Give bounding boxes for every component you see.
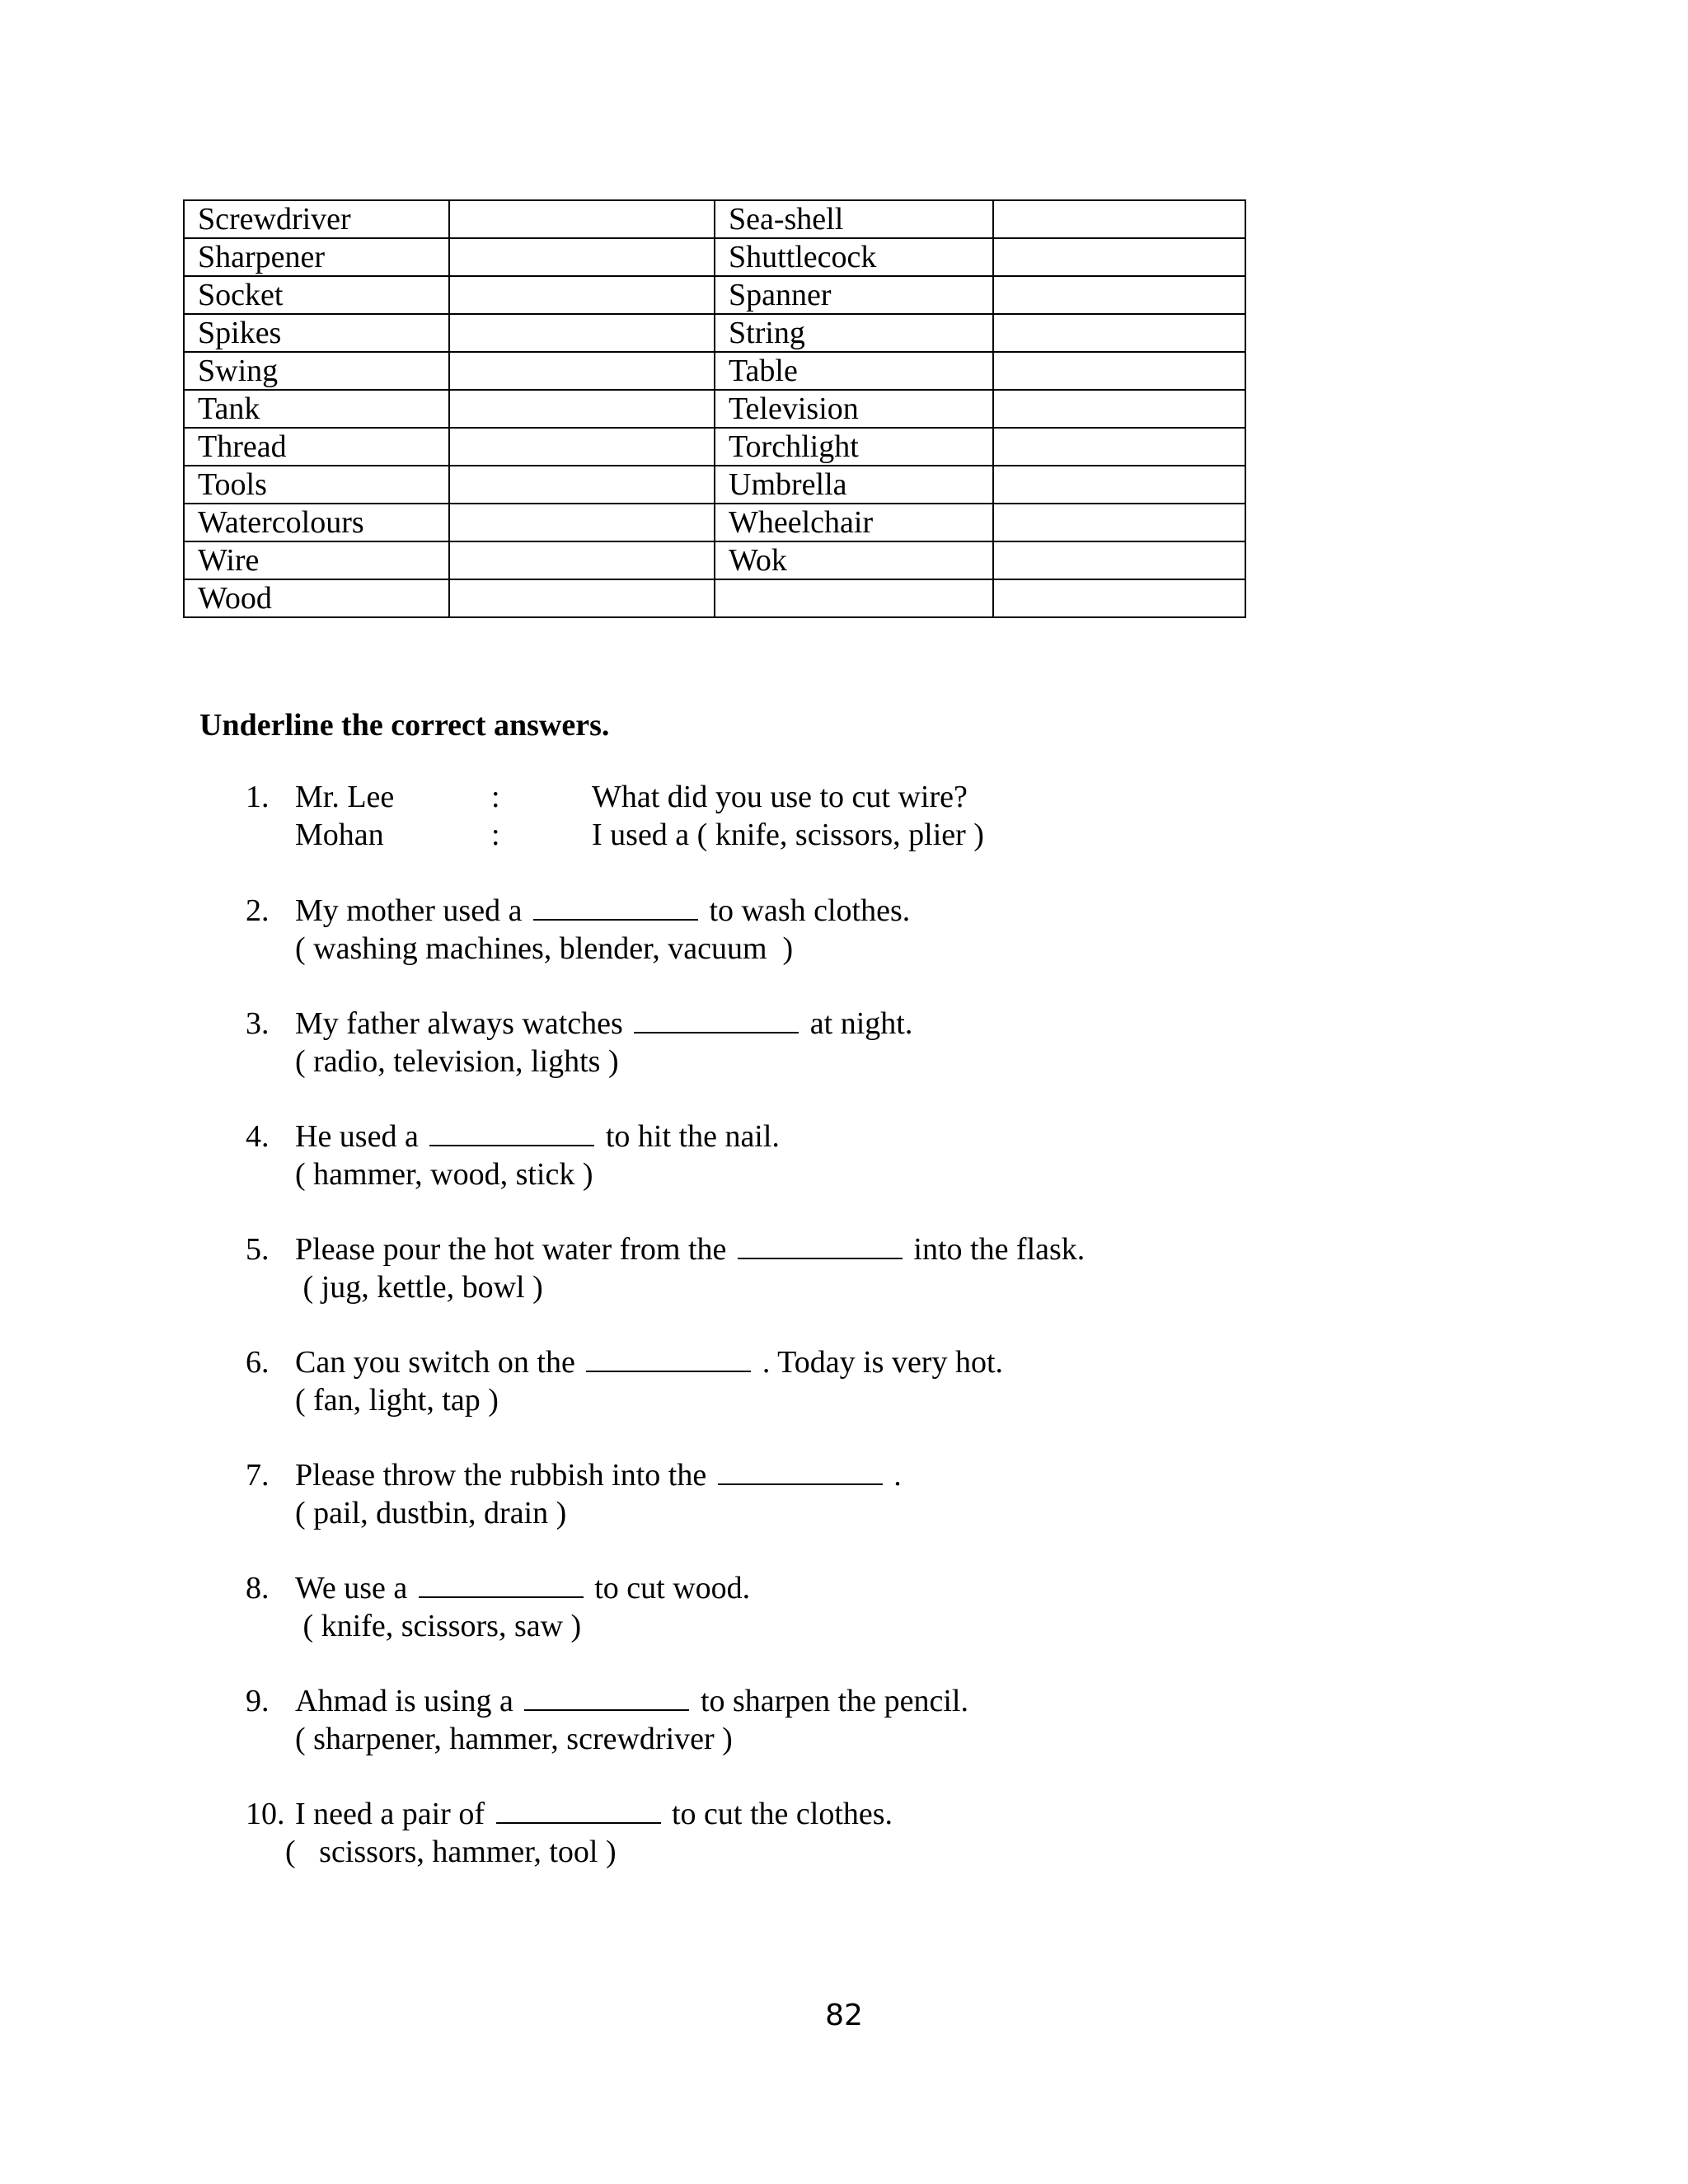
answer-cell [449, 200, 715, 238]
question-5 [246, 1230, 1400, 1313]
question-sentence [295, 892, 910, 930]
word-cell: Watercolours [184, 504, 449, 541]
question-number: 5. [246, 1232, 270, 1267]
sentence-start: Please throw the rubbish into the [295, 1458, 707, 1493]
sentence-end: . [893, 1458, 902, 1493]
table-row [184, 390, 1245, 428]
sentence-end: to cut wood. [594, 1571, 751, 1605]
question-number: 3. [246, 1006, 270, 1041]
answer-cell [449, 238, 715, 276]
word-cell: Sea-shell [715, 200, 993, 238]
answer-blank [533, 894, 698, 921]
question-sentence [295, 1682, 968, 1720]
question-sentence [295, 1456, 902, 1494]
answer-options: ( hammer, wood, stick ) [295, 1157, 593, 1192]
answer-options: ( radio, television, lights ) [295, 1044, 619, 1079]
answer-blank [718, 1459, 883, 1485]
word-cell: Wok [715, 541, 993, 579]
answer-blank [586, 1346, 751, 1372]
answer-blank [524, 1685, 689, 1711]
sentence-start: My father always watches [295, 1006, 623, 1041]
table-row [184, 428, 1245, 466]
answer-options: ( washing machines, blender, vacuum ) [295, 931, 794, 966]
question-4 [246, 1118, 1400, 1200]
sentence-start: My mother used a [295, 893, 523, 928]
answer-cell [993, 504, 1245, 541]
question-sentence [295, 1343, 1003, 1381]
table-row [184, 504, 1245, 541]
question-sentence [295, 1795, 893, 1833]
answer-options: ( sharpener, hammer, screwdriver ) [295, 1722, 733, 1756]
sentence-end: to sharpen the pencil. [700, 1684, 968, 1718]
answer-cell [993, 390, 1245, 428]
question-8 [246, 1569, 1400, 1652]
word-cell: Torchlight [715, 428, 993, 466]
colon: : [491, 818, 500, 852]
sentence-end: at night. [809, 1006, 913, 1041]
question-1 [246, 778, 1400, 860]
speaker-name: Mr. Lee [295, 780, 395, 814]
question-6 [246, 1343, 1400, 1426]
word-cell: Umbrella [715, 466, 993, 504]
answer-options: ( scissors, hammer, tool ) [285, 1835, 617, 1869]
sentence-end: into the flask. [913, 1232, 1085, 1267]
answer-cell [449, 428, 715, 466]
question-9 [246, 1682, 1400, 1765]
answer-options: ( fan, light, tap ) [295, 1383, 499, 1418]
table-row [184, 466, 1245, 504]
instruction-heading: Underline the correct answers. [199, 708, 610, 743]
sentence-start: Can you switch on the [295, 1345, 575, 1380]
answer-blank [496, 1797, 661, 1824]
speaker-name: Mohan [295, 818, 384, 852]
page-number: 82 [825, 1999, 863, 2032]
question-7 [246, 1456, 1400, 1539]
table-row [184, 541, 1245, 579]
answer-cell [993, 579, 1245, 617]
answer-options: ( jug, kettle, bowl ) [295, 1270, 543, 1305]
answer-blank [634, 1007, 799, 1033]
sentence-start: Ahmad is using a [295, 1684, 513, 1718]
answer-blank [419, 1572, 584, 1598]
question-number: 2. [246, 893, 270, 928]
question-number: 4. [246, 1119, 270, 1154]
question-2 [246, 892, 1400, 974]
table-row [184, 200, 1245, 238]
answer-cell [993, 352, 1245, 390]
sentence-end: to cut the clothes. [672, 1797, 893, 1831]
sentence-start: He used a [295, 1119, 419, 1154]
table-row [184, 276, 1245, 314]
answer-cell [449, 276, 715, 314]
word-cell: Tank [184, 390, 449, 428]
answer-cell [449, 314, 715, 352]
table-row [184, 314, 1245, 352]
word-cell: Socket [184, 276, 449, 314]
word-cell: Sharpener [184, 238, 449, 276]
word-cell: Shuttlecock [715, 238, 993, 276]
word-cell: Wire [184, 541, 449, 579]
sentence-start: I need a pair of [295, 1797, 485, 1831]
answer-cell [993, 466, 1245, 504]
question-number: 6. [246, 1345, 270, 1380]
question-sentence [295, 1005, 912, 1043]
question-number: 10. [246, 1797, 285, 1831]
answer-cell [993, 314, 1245, 352]
word-table [183, 199, 1246, 618]
question-number: 1. [246, 780, 270, 814]
question-sentence [295, 1230, 1085, 1268]
answer-cell [449, 504, 715, 541]
sentence-start: Please pour the hot water from the [295, 1232, 727, 1267]
answer-options: ( pail, dustbin, drain ) [295, 1496, 567, 1530]
word-cell: Wood [184, 579, 449, 617]
word-cell: Spanner [715, 276, 993, 314]
question-number: 9. [246, 1684, 270, 1718]
question-10 [246, 1795, 1400, 1877]
question-number: 7. [246, 1458, 270, 1493]
sentence-end: to wash clothes. [709, 893, 911, 928]
answer-blank [738, 1233, 903, 1259]
table-row [184, 238, 1245, 276]
word-cell: String [715, 314, 993, 352]
word-cell: Table [715, 352, 993, 390]
answer-cell [449, 541, 715, 579]
word-cell: Thread [184, 428, 449, 466]
answer-blank [429, 1120, 594, 1146]
answer-cell [993, 200, 1245, 238]
word-cell: Wheelchair [715, 504, 993, 541]
answer-cell [449, 390, 715, 428]
table-row [184, 579, 1245, 617]
sentence-start: We use a [295, 1571, 408, 1605]
word-cell: Tools [184, 466, 449, 504]
answer-cell [449, 352, 715, 390]
word-cell: Screwdriver [184, 200, 449, 238]
table-row [184, 352, 1245, 390]
question-number: 8. [246, 1571, 270, 1605]
sentence-end: . Today is very hot. [762, 1345, 1004, 1380]
word-cell: Television [715, 390, 993, 428]
answer-cell [993, 276, 1245, 314]
question-sentence [295, 1569, 750, 1607]
answer-cell [449, 579, 715, 617]
sentence-end: to hit the nail. [605, 1119, 780, 1154]
dialogue-line: What did you use to cut wire? [592, 780, 968, 814]
dialogue-line: I used a ( knife, scissors, plier ) [592, 818, 984, 852]
answer-cell [993, 238, 1245, 276]
question-3 [246, 1005, 1400, 1087]
answer-cell [449, 466, 715, 504]
answer-options: ( knife, scissors, saw ) [295, 1609, 582, 1643]
question-sentence [295, 1118, 780, 1155]
word-cell: Swing [184, 352, 449, 390]
colon: : [491, 780, 500, 814]
word-cell: Spikes [184, 314, 449, 352]
answer-cell [993, 428, 1245, 466]
answer-cell [993, 541, 1245, 579]
word-cell [715, 579, 993, 617]
